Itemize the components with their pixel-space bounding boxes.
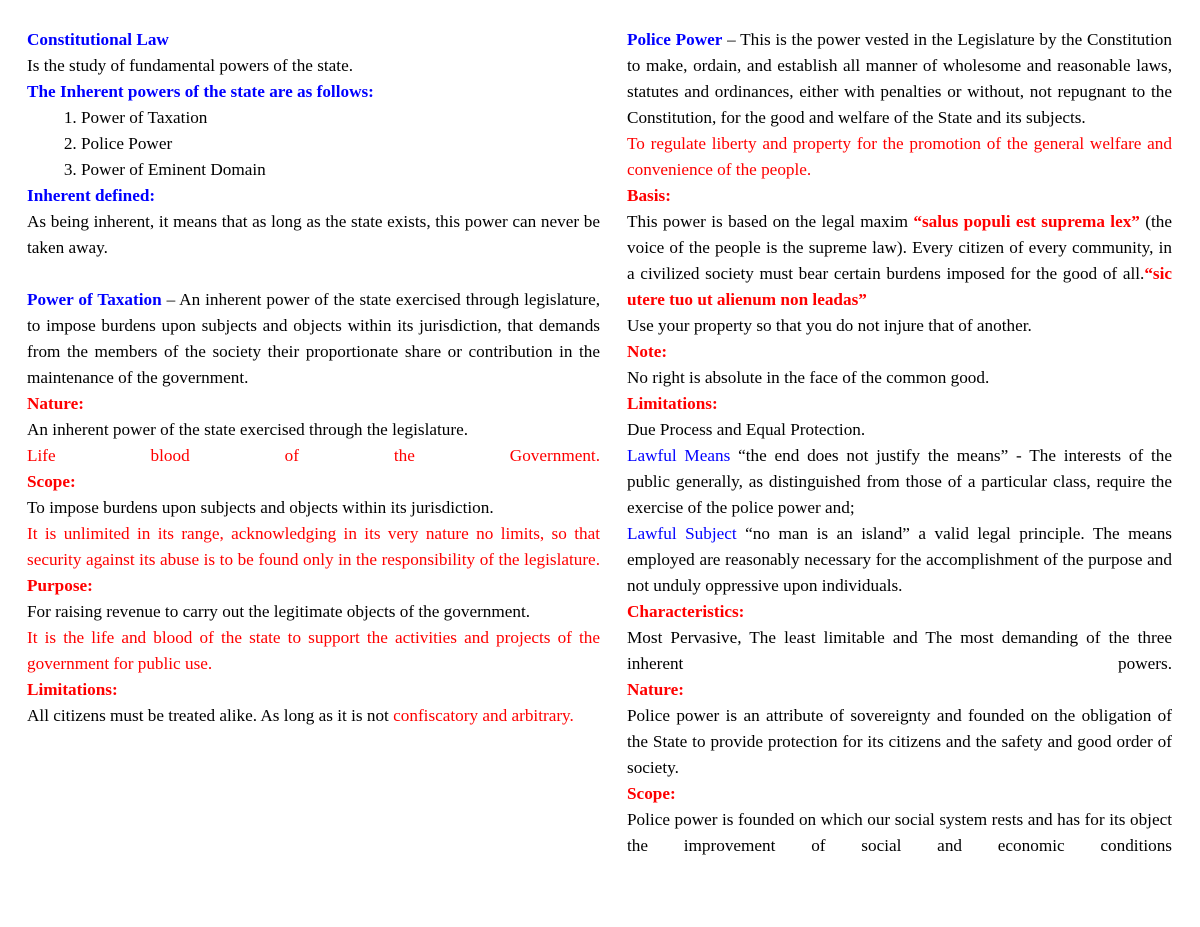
taxation-nature-emphasis: Life blood of the Government. — [27, 446, 600, 465]
spacer — [27, 261, 600, 287]
lawful-means-text: “the end does not justify the means” - The interests of the public generally, as distinguished from those of a particular class, require the exercise of the police power and; — [627, 446, 1172, 517]
constitutional-law-title: Constitutional Law — [27, 30, 169, 49]
inherent-powers-heading: The Inherent powers of the state are as follows: — [27, 82, 374, 101]
taxation-nature-heading: Nature: — [27, 394, 84, 413]
left-column — [27, 27, 600, 729]
police-scope-text: Police power is founded on which our social system rests and has for its object the improvement of social and economic conditions — [627, 810, 1172, 855]
taxation-limitations-text — [27, 703, 600, 729]
police-limitations-text: Due Process and Equal Protection. — [627, 420, 866, 439]
police-nature-text: Police power is an attribute of sovereignty and founded on the obligation of the State to provide protection for its citizens and the safety and good order of society. — [627, 706, 1172, 777]
list-item: 2. Police Power — [81, 131, 600, 157]
list-item: 3. Power of Eminent Domain — [81, 157, 600, 183]
taxation-limitations-emphasis: confiscatory and arbitrary. — [393, 706, 574, 725]
taxation-nature-text: An inherent power of the state exercised through the legislature. — [27, 420, 468, 439]
basis-maxim-sic-utere: “sic utere tuo ut alienum non leadas” — [627, 264, 1172, 309]
police-limitations-heading: Limitations: — [627, 394, 718, 413]
taxation-purpose-heading: Purpose: — [27, 576, 93, 595]
police-nature-heading: Nature: — [627, 680, 684, 699]
right-column — [627, 27, 1172, 859]
police-note-text: No right is absolute in the face of the common good. — [627, 368, 990, 387]
inherent-powers-list — [27, 105, 600, 183]
constitutional-law-intro: Is the study of fundamental powers of the state. — [27, 56, 354, 75]
taxation-purpose-emphasis: It is the life and blood of the state to support the activities and projects of the government for public use. — [27, 628, 600, 673]
list-item: 1. Power of Taxation — [81, 105, 600, 131]
taxation-scope-heading: Scope: — [27, 472, 76, 491]
taxation-definition-text: – An inherent power of the state exercised through legislature, to impose burdens upon subjects and objects within its jurisdiction, that demands from the members of the society their proportionate share or contribution in the maintenance of the government. — [27, 290, 600, 387]
police-note-heading: Note: — [627, 342, 668, 361]
police-basis-text — [627, 209, 1172, 313]
police-power-definition — [627, 27, 1172, 131]
inherent-defined-heading: Inherent defined: — [27, 186, 156, 205]
lawful-subject-paragraph — [627, 521, 1172, 599]
taxation-limitations-heading: Limitations: — [27, 680, 118, 699]
lawful-means-term: Lawful Means — [627, 446, 731, 465]
lawful-means-paragraph — [627, 443, 1172, 521]
basis-maxim-salus: “salus populi est suprema lex” — [913, 212, 1140, 231]
police-characteristics-text: Most Pervasive, The least limitable and The most demanding of the three inherent powers. — [627, 628, 1172, 673]
taxation-purpose-text: For raising revenue to carry out the legitimate objects of the government. — [27, 602, 531, 621]
lawful-subject-text: “no man is an island” a valid legal principle. The means employed are reasonably necessary for the accomplishment of the purpose and not unduly oppressive upon individuals. — [627, 524, 1172, 595]
police-scope-heading: Scope: — [627, 784, 676, 803]
basis-lead: This power is based on the legal maxim — [627, 212, 914, 231]
police-power-emphasis: To regulate liberty and property for the promotion of the general welfare and convenience of the people. — [627, 134, 1172, 179]
police-basis-translation: Use your property so that you do not injure that of another. — [627, 316, 1032, 335]
lawful-subject-term: Lawful Subject — [627, 524, 737, 543]
taxation-definition — [27, 287, 600, 391]
inherent-defined-text: As being inherent, it means that as long as the state exists, this power can never be taken away. — [27, 212, 600, 257]
taxation-scope-text: To impose burdens upon subjects and objects within its jurisdiction. — [27, 498, 494, 517]
police-power-definition-text: – This is the power vested in the Legislature by the Constitution to make, ordain, and establish all manner of wholesome and reasonable laws, statutes and ordinances, either with penalties or without, not repugnant to the Constitution, for the good and welfare of the State and its subjects. — [627, 30, 1172, 127]
police-characteristics-heading: Characteristics: — [627, 602, 745, 621]
taxation-limitations-lead: All citizens must be treated alike. As long as it is not — [27, 706, 394, 725]
police-power-term: Police Power — [627, 30, 723, 49]
taxation-term: Power of Taxation — [27, 290, 162, 309]
basis-middle: (the voice of the people is the supreme law). Every citizen of every community, in a civilized society must bear certain burdens imposed for the good of all. — [627, 212, 1172, 283]
taxation-scope-emphasis: It is unlimited in its range, acknowledging in its very nature no limits, so that security against its abuse is to be found only in the responsibility of the legislature. — [27, 524, 600, 569]
police-basis-heading: Basis: — [627, 186, 671, 205]
